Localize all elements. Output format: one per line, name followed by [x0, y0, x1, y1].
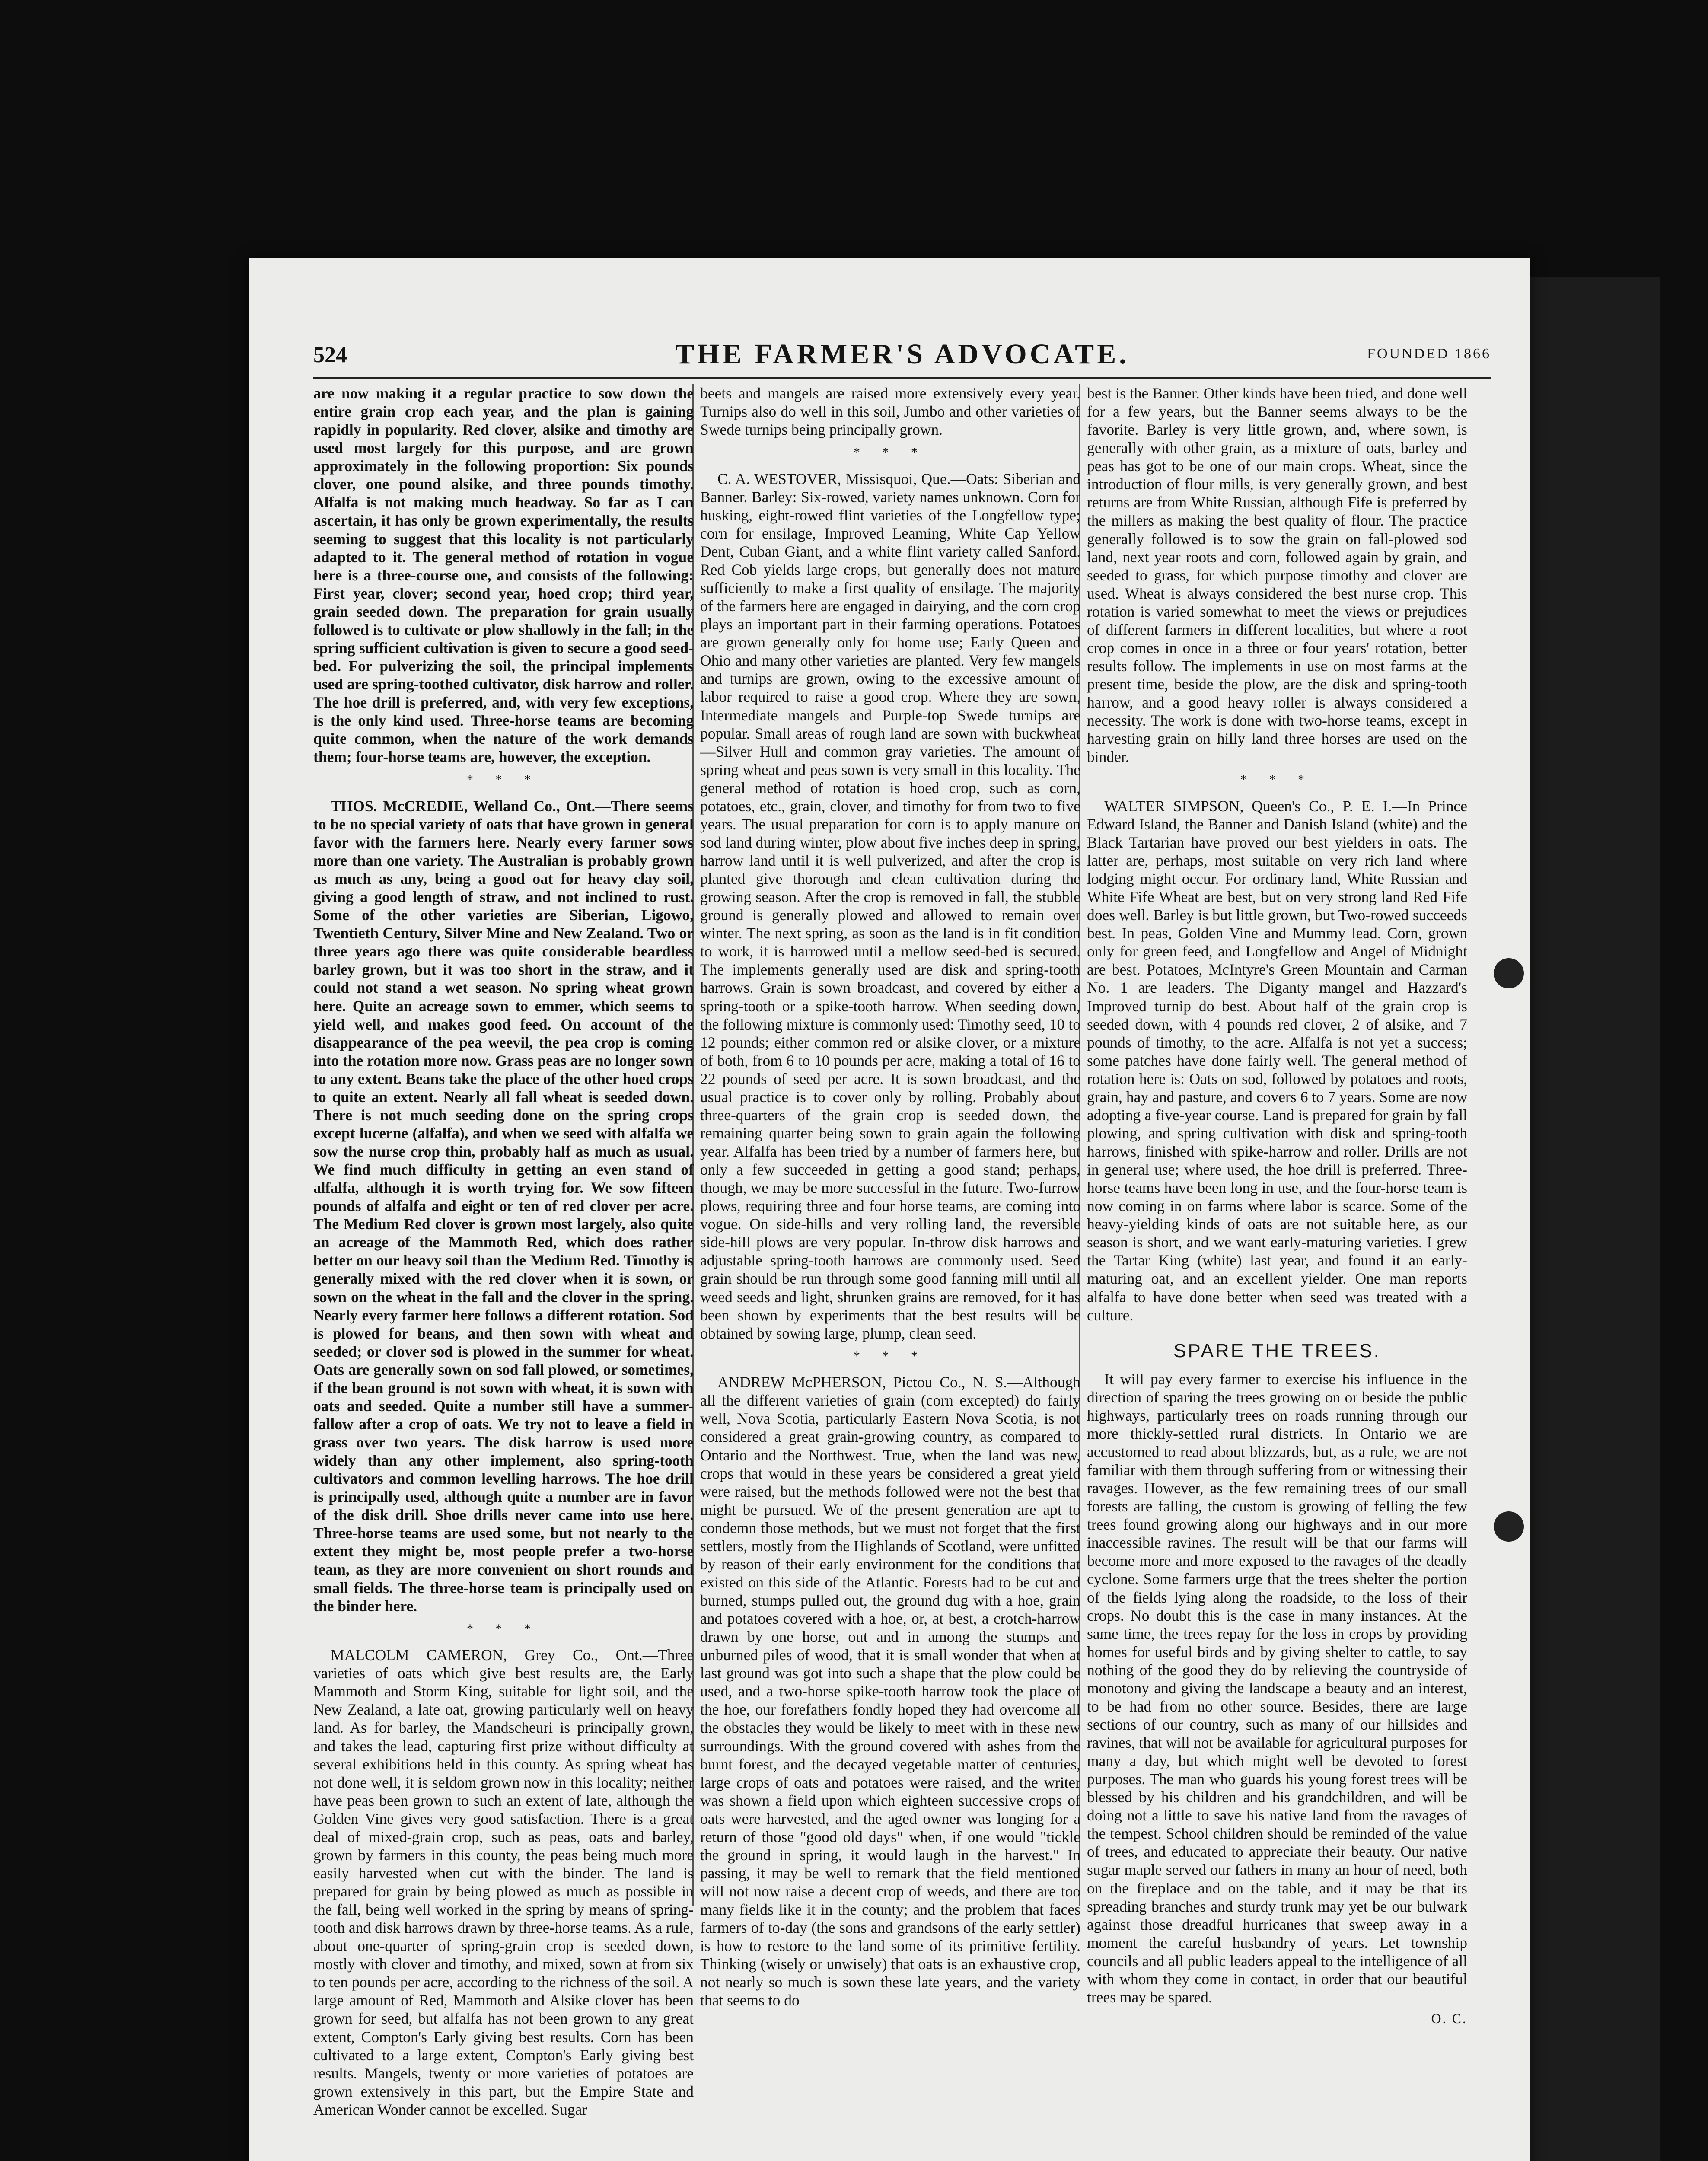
- section-heading: SPARE THE TREES.: [1173, 1340, 1381, 1361]
- page-header: [313, 338, 1491, 379]
- newspaper-page: [249, 258, 1530, 2161]
- column-2: [700, 384, 1080, 2014]
- author-signature: O. C.: [1431, 2010, 1467, 2026]
- paragraph-mcpherson: ANDREW McPHERSON, Pictou Co., N. S.—Although all the different varieties of grain (corn excepted) do fairly well, Nova Scotia, particularly Eastern Nova Scotia, is not considered a great grain-growing country, as compared to Ontario and the Northwest. True, when the land was new, crops that would in these years be considered a great yield were raised, but the methods followed were not the best that might be pursued. We of the present generation are apt to condemn those methods, but we must not forget that the first settlers, mostly from the Highlands of Scotland, were unfitted by reason of their early environment for the conditions that existed on this side of the Atlantic. Forests had to be cut and burned, stumps pulled out, the ground dug with a hoe, grain and potatoes covered with a hoe, or, at best, a crotch-harrow drawn by one horse, out and in among the stumps and unburned piles of wood, that it is small wonder that when at last ground was got into such a shape that the plow could be used, and a two-horse spike-tooth harrow took the place of the hoe, our forefathers fondly hoped they had overcome all the obstacles they would be likely to meet with in these new surroundings. With the ground covered with ashes from the burnt forest, and the decayed vegetable matter of centuries, large crops of oats and potatoes were raised, and the writer was shown a field upon which eighteen successive crops of oats were harvested, and the aged owner was longing for a return of those "good old days" when, if one would "tickle the ground in spring, it would laugh in the harvest." In passing, it may be well to remark that the field mentioned will not now raise a decent crop of weeds, and there are too many fields like it in the county; and the problem that faces farmers of to-day (the sons and grandsons of the early settler) is how to restore to the land some of its primitive fertility. Thinking (wisely or unwisely) that oats is an exhaustive crop, not nearly so much is sown these late years, and the variety that seems to do: [700, 1374, 1080, 2009]
- sheet-edge: [1530, 277, 1660, 2161]
- paragraph-cameron: MALCOLM CAMERON, Grey Co., Ont.—Three varieties of oats which give best results are, the Early Mammoth and Storm King, suitable for light soil, and the New Zealand, a late oat, growing particularly well on heavy land. As for barley, the Mandscheuri is principally grown, and takes the lead, capturing first prize without difficulty at several exhibitions held in this county. As spring wheat has not done well, it is seldom grown now in this locality; neither have peas been grown to such an extent of late, although the Golden Vine gives very good satisfaction. There is a great deal of mixed-grain crop, such as peas, oats and barley, grown by farmers in this county, the peas being much more easily harvested when cut with the binder. The land is prepared for grain by being plowed as much as possible in the fall, being well worked in the spring by means of spring-tooth and disk harrows drawn by three-horse teams. As a rule, about one-quarter of spring-grain crop is seeded down, mostly with clover and timothy, and mixed, sown at from six to ten pounds per acre, according to the richness of the soil. A large amount of Red, Mammoth and Alsike clover has been grown for seed, but alfalfa has not been grown to any great extent, Compton's Early giving best results. Corn has been cultivated to a large extent, Compton's Early giving best results. Mangels, twenty or more varieties of potatoes are grown extensively in this part, but the Empire State and American Wonder cannot be excelled. Sugar: [313, 1646, 694, 2118]
- paragraph-westover: C. A. WESTOVER, Missisquoi, Que.—Oats: Siberian and Banner. Barley: Six-rowed, variety names unknown. Corn for husking, eight-rowed flint varieties of the Longfellow type; corn for ensilage, Improved Leaming, White Cap Yellow Dent, Cuban Giant, and a white flint variety called Sanford. Red Cob yields large crops, but generally does not mature sufficiently to make a first quality of ensilage. The majority of the farmers here are engaged in dairying, and the corn crop plays an important part in their farming operations. Potatoes are grown generally only for home use; Early Queen and Ohio and many other varieties are planted. Very few mangels and turnips are grown, owing to the excessive amount of labor required to raise a good crop. Where they are sown, Intermediate mangels and Purple-top Swede turnips are popular. Small areas of rough land are sown with buckwheat—Silver Hull and common gray varieties. The amount of spring wheat and peas sown is very small in this locality. The general method of rotation is hoed crop, such as corn, potatoes, etc., grain, clover, and timothy for from two to five years. The usual preparation for corn is to apply manure on sod land during winter, plow about five inches deep in spring, harrow land until it is well pulverized, and after the crop is planted give thorough and clean cultivation during the growing season. After the crop is removed in fall, the stubble ground is generally plowed and allowed to remain over winter. The next spring, as soon as the land is in fit condition to work, it is harrowed until a mellow seed-bed is secured. The implements generally used are disk and spring-tooth harrows. Grain is sown broadcast, and covered by either a spring-tooth or a spike-tooth harrow. When seeding down, the following mixture is commonly used: Timothy seed, 10 to 12 pounds; either common red or alsike clover, or a mixture of both, from 6 to 10 pounds per acre, making a total of 16 to 22 pounds of seed per acre. It is sown broadcast, and the usual practice is to cover only by rolling. Probably about three-quarters of the grain crop is seeded down, the remaining quarter being sown to grain again the following year. Alfalfa has been tried by a number of farmers here, but only a few succeeded in getting a good stand; perhaps, though, we may be more successful in the future. Two-furrow plows, requiring three and four horse teams, are coming into vogue. On side-hills and very rolling land, the reversible side-hill plows are very popular. In-throw disk harrows and adjustable spring-tooth harrows are commonly used. Seed grain should be run through some good fanning mill until all weed seeds and light, shrunken grains are removed, for it has been shown by experiments that the best results will be obtained by sowing large, plump, clean seed.: [700, 470, 1080, 1342]
- separator: * * *: [467, 1621, 540, 1636]
- separator: * * *: [854, 445, 927, 460]
- founded-year: FOUNDED 1866: [1367, 346, 1491, 362]
- page-number: 524: [313, 343, 347, 367]
- column-1: [313, 384, 694, 2123]
- binder-hole: [1494, 1511, 1524, 1542]
- paragraph-mccredie: THOS. McCREDIE, Welland Co., Ont.—There seems to be no special variety of oats that have grown in general favor with the farmers here. Nearly every farmer sows more than one variety. The Australian is probably grown as much as any, being a good oat for heavy clay soil, giving a good length of straw, and not inclined to rust. Some of the other varieties are Siberian, Ligowo, Twentieth Century, Silver Mine and New Zealand. Two or three years ago there was quite considerable beardless barley grown, but it was too short in the straw, and it could not stand a wet season. No spring wheat grown here. Quite an acreage sown to emmer, which seems to yield well, and makes good feed. On account of the disappearance of the pea weevil, the pea crop is coming into the rotation more now. Grass peas are no longer sown to any extent. Beans take the place of the other hoed crops to quite an extent. Nearly all fall wheat is seeded down. There is not much seeding done on the spring crops except lucerne (alfalfa), and when we seed with alfalfa we sow the nurse crop thin, probably half as much as usual. We find much difficulty in getting an even stand of alfalfa, although it is worth trying for. We sow fifteen pounds of alfalfa and eight or ten of red clover per acre. The Medium Red clover is grown most largely, also quite an acreage of the Mammoth Red, which does rather better on our heavy soil than the Medium Red. Timothy is generally mixed with the red clover when it is sown, or sown on the wheat in the fall and the clover in the spring. Nearly every farmer here follows a different rotation. Sod is plowed for beans, and then sown with wheat and seeded; or clover sod is plowed in the summer for wheat. Oats are generally sown on sod fall plowed, or sometimes, if the bean ground is not sown with wheat, it is sown with oats and seeded. Quite a number still have a summer-fallow after a crop of oats. We try not to leave a field in grass over two years. The disk harrow is used more widely than any other implement, also spring-tooth cultivators and common levelling harrows. The hoe drill is principally used, although quite a number are in favor of the disk drill. Shoe drills never came into use here. Three-horse teams are used some, but not nearly to the extent they might be, most people prefer a two-horse team, as they are more convenient on short rounds and small fields. The three-horse team is principally used on the binder here.: [313, 797, 694, 1615]
- paragraph: best is the Banner. Other kinds have been tried, and done well for a few years, but the Banner seems always to be the favorite. Barley is very little grown, and, where sown, is generally with other grain, as a mixture of oats, barley and peas has got to be one of our main crops. Wheat, since the introduction of flour mills, is very generally grown, and best returns are from White Russian, although Fife is preferred by the millers as making the best quality of flour. The practice generally followed is to sow the grain on fall-plowed sod land, next year roots and corn, followed again by grain, and seeded to grass, for which purpose timothy and clover are used. Wheat is always considered the best nurse crop. This rotation is varied somewhat to meet the views or prejudices of different farmers in different localities, but where a root crop comes in once in a three or four years' rotation, better results follow. The implements in use on most farms at the present time, beside the plow, are the disk and spring-tooth harrow, and a good heavy roller is always considered a necessity. The work is done with two-horse teams, except in harvesting grain on hilly land three horses are used on the binder.: [1087, 385, 1467, 766]
- paragraph: are now making it a regular practice to sow down the entire grain crop each year, and the plan is gaining rapidly in popularity. Red clover, alsike and timothy are used most largely for this purpose, and are grown approximately in the following proportion: Six pounds clover, one pound alsike, and three pounds timothy. Alfalfa is not making much headway. So far as I can ascertain, it has only be grown experimentally, the results seeming to suggest that this locality is not particularly adapted to it. The general method of rotation in vogue here is a three-course one, and consists of the following: First year, clover; second year, hoed crop; third year, grain seeded down. The preparation for grain usually followed is to cultivate or plow shallowly in the fall; in the spring sufficient cultivation is given to secure a good seed-bed. For pulverizing the soil, the principal implements used are spring-toothed cultivator, disk harrow and roller. The hoe drill is preferred, and, with very few exceptions, is the only kind used. Three-horse teams are becoming quite common, when the nature of the work demands them; four-horse teams are, however, the exception.: [313, 385, 694, 766]
- separator: * * *: [854, 1348, 927, 1363]
- separator: * * *: [467, 772, 540, 787]
- paragraph-spare-trees: It will pay every farmer to exercise his influence in the direction of sparing the trees growing on or beside the public highways, particularly trees on roads running through our more thickly-settled rural districts. In Ontario we are accustomed to read about blizzards, but, as a rule, we are not familiar with them through suffering from or witnessing their ravages. However, as the few remaining trees of our small forests are falling, the custom is growing of felling the few trees found growing along our highways and in our more inaccessible ravines. The result will be that our farms will become more and more exposed to the ravages of the deadly cyclone. Some farmers urge that the trees shelter the portion of the fields lying along the roadside, to the loss of their crops. No doubt this is the case in many instances. At the same time, the trees repay for the loss in crops by providing homes for useful birds and by giving shelter to cattle, to say nothing of the good they do by relieving the countryside of monotony and giving the landscape a beauty and an interest, to be had from no other source. Besides, there are large sections of our country, such as many of our hillsides and ravines, that will not be available for agricultural purposes for many a day, but which might well be devoted to forest purposes. The man who guards his young forest trees will be blessed by his children and his grandchildren, and will be doing not a little to save his native land from the ravages of the tempest. School children should be reminded of the value of trees, and educated to appreciate their beauty. Our native sugar maple served our fathers in many an hour of need, both on the fireplace and on the table, and it may be that its spreading branches and sturdy trunk may yet be our bulwark against those dreadful hurricanes that sweep away in a moment the careful husbandry of years. Let township councils and all public leaders appeal to the intelligence of all with whom they come in contact, in order that our beautiful trees may be spared.: [1087, 1370, 1467, 2006]
- column-3: [1087, 384, 1467, 2027]
- binder-hole: [1494, 958, 1524, 988]
- masthead-title: THE FARMER'S ADVOCATE.: [675, 338, 1129, 370]
- paragraph: beets and mangels are raised more extensively every year. Turnips also do well in this soil, Jumbo and other varieties of Swede turnips being principally grown.: [700, 385, 1080, 439]
- paragraph-simpson: WALTER SIMPSON, Queen's Co., P. E. I.—In Prince Edward Island, the Banner and Danish Island (white) and the Black Tartarian have proved our best yielders in oats. The latter are, perhaps, most suitable on very rich land where lodging might occur. For ordinary land, White Russian and White Fife Wheat are best, but on very strong land Red Fife does well. Barley is but little grown, but Two-rowed succeeds best. In peas, Golden Vine and Mummy lead. Corn, grown only for green feed, and Longfellow and Angel of Midnight are best. Potatoes, McIntyre's Green Mountain and Carman No. 1 are leaders. The Diganty mangel and Hazzard's Improved turnip do best. About half of the grain crop is seeded down, with 4 pounds red clover, 2 of alsike, and 7 pounds of timothy, to the acre. Alfalfa is not yet a success; some patches have done fairly well. The general method of rotation here is: Oats on sod, followed by potatoes and roots, grain, hay and pasture, and covers 6 to 7 years. Some are now adopting a five-year course. Land is prepared for grain by fall plowing, and spring cultivation with disk and spring-tooth harrows, finished with spike-harrow and roller. Drills are not in general use; where used, the hoe drill is preferred. Three-horse teams have been long in use, and the four-horse team is now coming in on farms where labor is scarce. Some of the heavy-yielding kinds of oats are not suitable here, as our season is short, and we want early-maturing varieties. I grew the Tartar King (white) last year, and found it an early-maturing oat, and an excellent yielder. One man reports alfalfa to have done better when seed was treated with a culture.: [1087, 797, 1467, 1324]
- separator: * * *: [1240, 772, 1314, 787]
